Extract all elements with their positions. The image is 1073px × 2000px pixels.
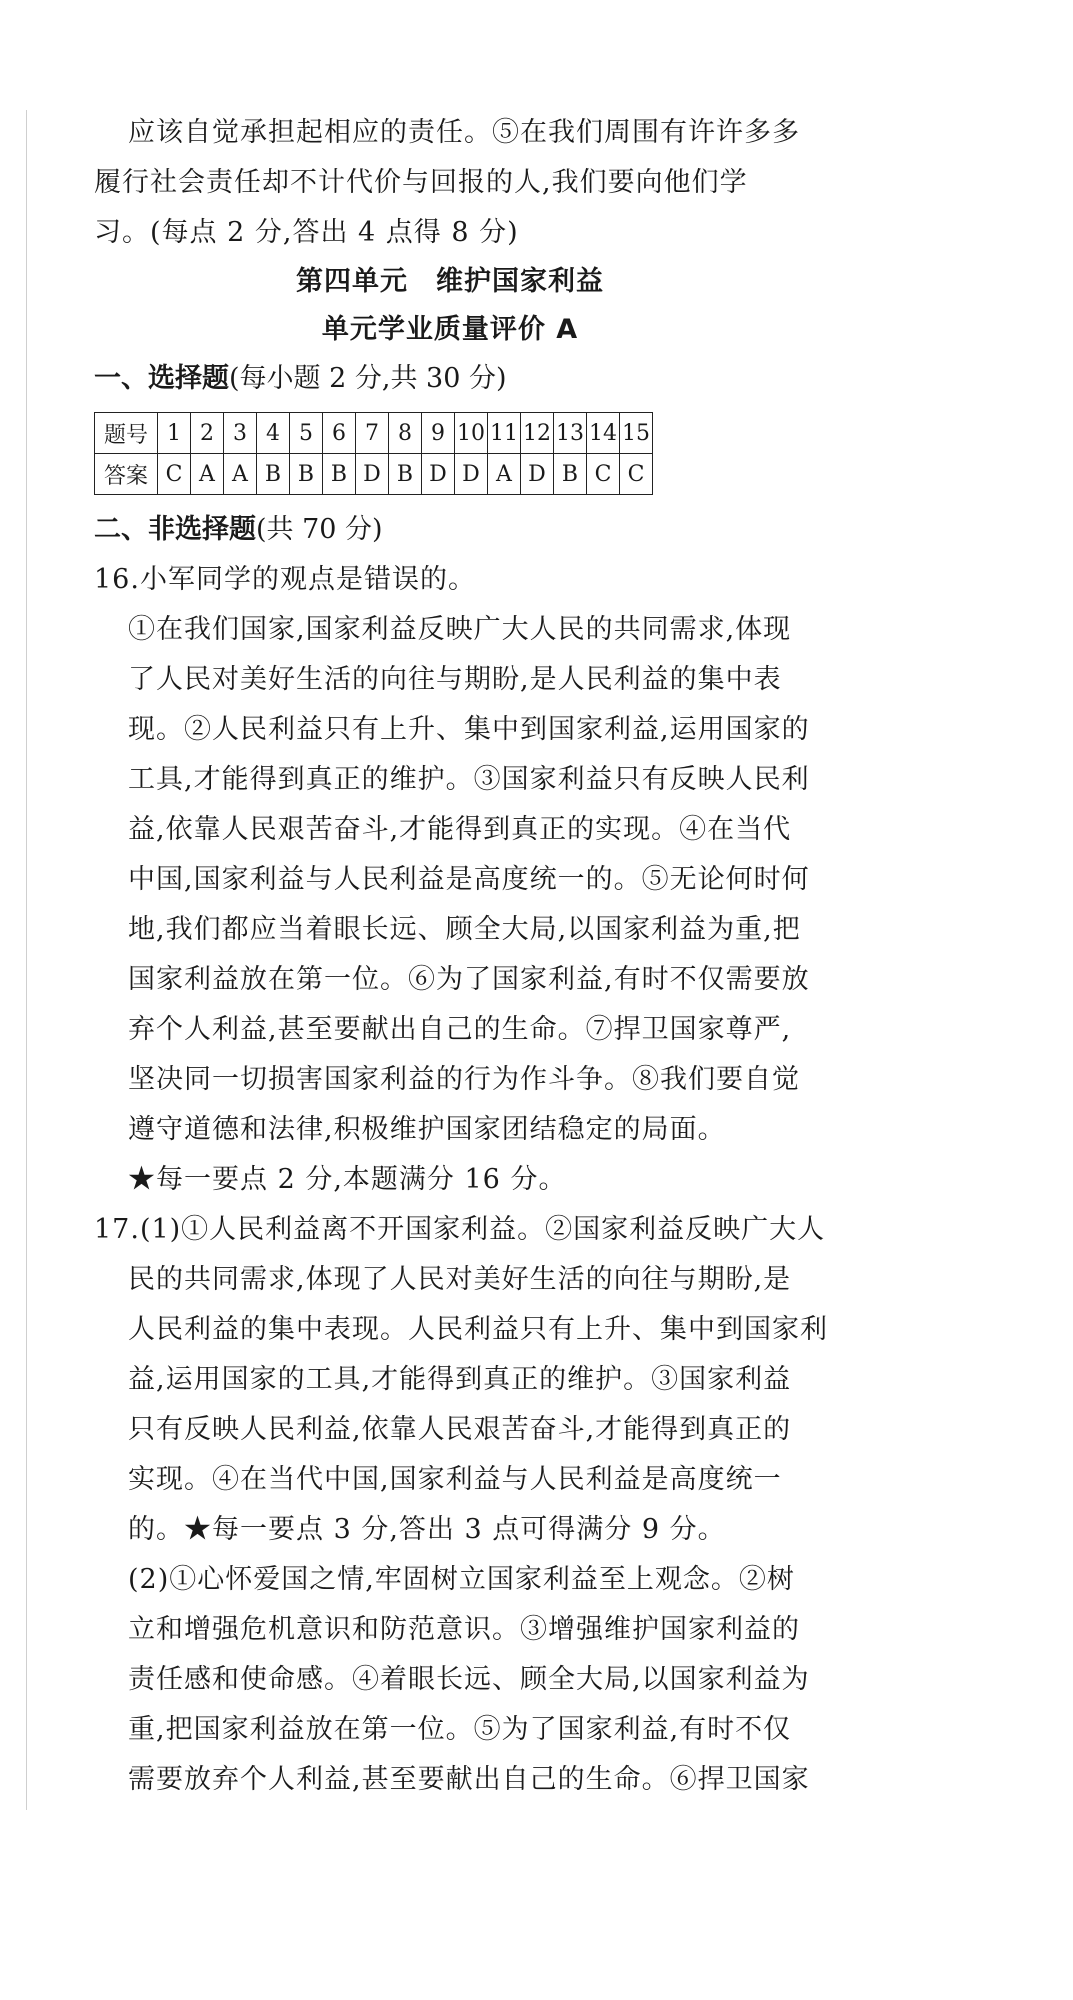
table-cell: 12 (521, 413, 554, 454)
text-line: 实现。④在当代中国,国家利益与人民利益是高度统一 (128, 1464, 782, 1495)
table-row-answers (95, 454, 653, 495)
text-line: 人民利益的集中表现。人民利益只有上升、集中到国家利 (128, 1314, 828, 1345)
table-cell: 6 (323, 413, 356, 454)
table-cell: C (620, 454, 653, 495)
page-margin-line (26, 110, 27, 1810)
table-cell: C (158, 454, 191, 495)
table-cell: B (257, 454, 290, 495)
scoring-note: ★每一要点 2 分,本题满分 16 分。 (128, 1164, 567, 1195)
text-line: 的。★每一要点 3 分,答出 3 点可得满分 9 分。 (128, 1514, 726, 1545)
table-cell: B (554, 454, 587, 495)
table-header-cell: 答案 (95, 454, 158, 495)
table-row-numbers (95, 413, 653, 454)
table-cell: 3 (224, 413, 257, 454)
section-note: (共 70 分) (256, 514, 383, 545)
unit-title: 第四单元 维护国家利益 (296, 266, 604, 297)
table-cell: A (224, 454, 257, 495)
text-line: 国家利益放在第一位。⑥为了国家利益,有时不仅需要放 (128, 964, 810, 995)
sub-title: 单元学业质量评价 A (321, 314, 579, 345)
text-line: ①在我们国家,国家利益反映广大人民的共同需求,体现 (128, 614, 792, 645)
table-cell: D (356, 454, 389, 495)
text-line: 只有反映人民利益,依靠人民艰苦奋斗,才能得到真正的 (128, 1414, 792, 1445)
table-cell: 15 (620, 413, 653, 454)
table-cell: 14 (587, 413, 620, 454)
section-label: 二、非选择题 (94, 514, 256, 545)
answer-table (94, 412, 653, 495)
table-cell: 10 (455, 413, 488, 454)
text-line: 益,运用国家的工具,才能得到真正的维护。③国家利益 (128, 1364, 792, 1395)
text-line: 责任感和使命感。④着眼长远、顾全大局,以国家利益为 (128, 1664, 810, 1695)
document-body (94, 108, 828, 1805)
table-cell: A (488, 454, 521, 495)
text-line: 坚决同一切损害国家利益的行为作斗争。⑧我们要自觉 (128, 1064, 800, 1095)
table-cell: D (455, 454, 488, 495)
text-line: 遵守道德和法律,积极维护国家团结稳定的局面。 (128, 1114, 726, 1145)
table-cell: D (422, 454, 455, 495)
section-heading-choice (94, 354, 806, 404)
text-line: 现。②人民利益只有上升、集中到国家利益,运用国家的 (128, 714, 810, 745)
text-line: 工具,才能得到真正的维护。③国家利益只有反映人民利 (128, 764, 810, 795)
text-line: 立和增强危机意识和防范意识。③增强维护国家利益的 (128, 1614, 800, 1645)
text-line: (2)①心怀爱国之情,牢固树立国家利益至上观念。②树 (128, 1564, 795, 1595)
question-16-title: 16.小军同学的观点是错误的。 (94, 564, 476, 595)
text-line: 益,依靠人民艰苦奋斗,才能得到真正的实现。④在当代 (128, 814, 792, 845)
table-cell: 11 (488, 413, 521, 454)
table-cell: B (290, 454, 323, 495)
table-cell: 2 (191, 413, 224, 454)
table-cell: B (323, 454, 356, 495)
section-heading-nonchoice (94, 505, 806, 555)
table-cell: B (389, 454, 422, 495)
text-line: 弃个人利益,甚至要献出自己的生命。⑦捍卫国家尊严, (128, 1014, 792, 1045)
table-cell: 1 (158, 413, 191, 454)
text-line: 民的共同需求,体现了人民对美好生活的向往与期盼,是 (128, 1264, 792, 1295)
text-line: 地,我们都应当着眼长远、顾全大局,以国家利益为重,把 (128, 914, 801, 945)
table-cell: 5 (290, 413, 323, 454)
text-line: 需要放弃个人利益,甚至要献出自己的生命。⑥捍卫国家 (128, 1764, 810, 1795)
section-note: (每小题 2 分,共 30 分) (229, 363, 507, 394)
table-cell: C (587, 454, 620, 495)
section-label: 一、选择题 (94, 363, 229, 394)
question-17-title: 17.(1)①人民利益离不开国家利益。②国家利益反映广大人 (94, 1214, 826, 1245)
text-line: 习。(每点 2 分,答出 4 点得 8 分) (94, 217, 519, 248)
text-line: 了人民对美好生活的向往与期盼,是人民利益的集中表 (128, 664, 782, 695)
table-cell: A (191, 454, 224, 495)
table-cell: D (521, 454, 554, 495)
table-cell: 9 (422, 413, 455, 454)
table-header-cell: 题号 (95, 413, 158, 454)
table-cell: 8 (389, 413, 422, 454)
table-cell: 13 (554, 413, 587, 454)
text-line: 中国,国家利益与人民利益是高度统一的。⑤无论何时何 (128, 864, 810, 895)
text-line: 应该自觉承担起相应的责任。⑤在我们周围有许许多多 (128, 117, 800, 148)
text-line: 履行社会责任却不计代价与回报的人,我们要向他们学 (94, 167, 748, 198)
table-cell: 7 (356, 413, 389, 454)
table-cell: 4 (257, 413, 290, 454)
text-line: 重,把国家利益放在第一位。⑤为了国家利益,有时不仅 (128, 1714, 792, 1745)
